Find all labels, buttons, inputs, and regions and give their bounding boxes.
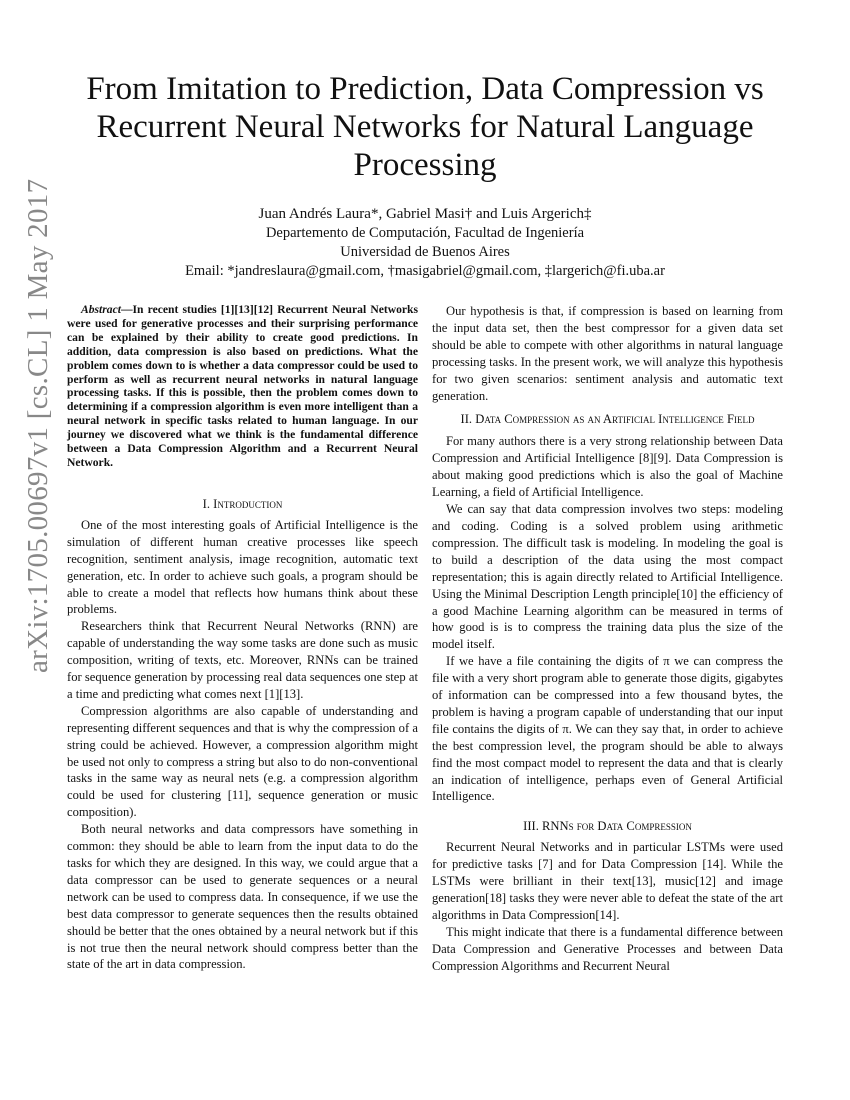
section-heading-introduction	[67, 496, 418, 512]
section-title: Introduction	[213, 496, 283, 511]
section-number: I.	[202, 496, 210, 511]
author-block	[100, 205, 750, 281]
paragraph: Recurrent Neural Networks and in particular LSTMs were used for predictive tasks [7] and for Data Compression [14]. While the LSTMs were brilliant in their text[13], music[12] and image generation[18] tasks they were never able to defeat the state of the art algorithms in Data Compression[14].	[432, 840, 783, 922]
author-emails: Email: *jandreslaura@gmail.com, †masigabriel@gmail.com, ‡largerich@fi.uba.ar	[185, 263, 665, 279]
affiliation-university: Universidad de Buenos Aires	[340, 244, 510, 260]
section-heading-data-compression-ai	[432, 411, 783, 427]
paragraph: For many authors there is a very strong relationship between Data Compression and Artificial Intelligence [8][9]. Data Compression is about making good predictions which is also the goal of Machine Learning, a field of Artificial Intelligence.	[432, 434, 783, 500]
author-names: Juan Andrés Laura*, Gabriel Masi† and Luis Argerich‡	[258, 206, 592, 222]
abstract	[67, 303, 418, 470]
paragraph: This might indicate that there is a fundamental difference between Data Compression and Generative Processes and between Data Compression Algorithms and Recurrent Neural	[432, 924, 783, 973]
arxiv-identifier: arXiv:1705.00697v1 [cs.CL] 1 May 2017	[22, 178, 54, 673]
section-number: II.	[460, 412, 473, 427]
paragraph: If we have a file containing the digits of π we can compress the file with a very short program able to generate those digits, gigabytes of information can be compressed into a few thousand bytes, the problem is having a program capable of understanding that our input file contains the digits of π. We can they say that, in order to achieve the best compression level, the program should be able to always find the most compact model to represent the data and that is clearly an indication of intelligence, perhaps even of General Artificial Intelligence.	[432, 654, 783, 804]
paragraph: We can say that data compression involves two steps: modeling and coding. Coding is a solved problem using arithmetic compression. The difficult task is modeling. In modeling the goal is to build a description of the data using the most compact representation; this is again directly related to Artificial Intelligence. Using the Minimal Description Length principle[10] the efficiency of a good Machine Learning algorithm can be measured in terms of how good is is to compress the training data plus the size of the model itself.	[432, 502, 783, 652]
section-title: RNNs for Data Compression	[542, 819, 692, 834]
paragraph: Both neural networks and data compressors have something in common: they should be able to learn from the input data to do the tasks for which they are designed. In this way, we could argue that a data compressor can be used to generate sequences or a neural network can be used to compress data. In consequence, if we use the best data compressor to generate sequences then the results obtained should be better that the ones obtained by a neural network but if this is not true then the neural network should compress better than the state of the art in data compression.	[67, 822, 418, 972]
section-number: III.	[523, 819, 539, 834]
right-column	[432, 303, 783, 975]
abstract-text: —In recent studies [1][13][12] Recurrent Neural Networks were used for generative processes and their surprising performance can be explained by their ability to create good predictions. In addition, data compression is also based on predictions. What the problem comes down to is whether a data compressor could be used to perform as well as recurrent neural networks in natural language processing tasks. If this is possible, then the problem comes down to determining if a compression algorithm is even more intelligent than a neural network in specific tasks related to human language. In our journey we discovered what we think is the fundamental difference between a Data Compression Algorithm and a Recurrent Neural Network.	[67, 303, 418, 469]
paragraph: Researchers think that Recurrent Neural Networks (RNN) are capable of understanding the way some tasks are done such as music composition, writing of texts, etc. Moreover, RNNs can be trained for sequence generation by processing real data sequences one step at a time and predicting what comes next [1][13].	[67, 619, 418, 701]
paper-title: From Imitation to Prediction, Data Compression vs Recurrent Neural Networks for Natural Language Processing	[86, 71, 764, 183]
paragraph: Our hypothesis is that, if compression is based on learning from the input data set, then the best compressor for a given data set should be able to compete with other algorithms in natural language processing tasks. In the present work, we will analyze this hypothesis for two given scenarios: sentiment analysis and automatic text generation.	[432, 304, 783, 403]
affiliation-department: Departemento de Computación, Facultad de Ingeniería	[265, 225, 585, 241]
left-column	[67, 303, 418, 973]
paragraph: One of the most interesting goals of Artificial Intelligence is the simulation of different human creative processes like speech recognition, sentiment analysis, image recognition, automatic text generation, etc. In order to achieve such goals, a program should be able to create a model that reflects how humans think about these problems.	[67, 517, 418, 617]
section-heading-rnns-data-compression	[432, 818, 783, 834]
section-title: Data Compression as an Artificial Intelligence Field	[475, 412, 755, 427]
paragraph: Compression algorithms are also capable of understanding and representing different sequences and that is why the compression of a string could be achieved. However, a compression algorithm might be used not only to compress a string but also to do non-conventional tasks in the same way as neural nets (e.g. a compression algorithm could be used for clustering [11], sequence generation or music composition).	[67, 703, 418, 820]
abstract-label: Abstract	[81, 303, 121, 316]
